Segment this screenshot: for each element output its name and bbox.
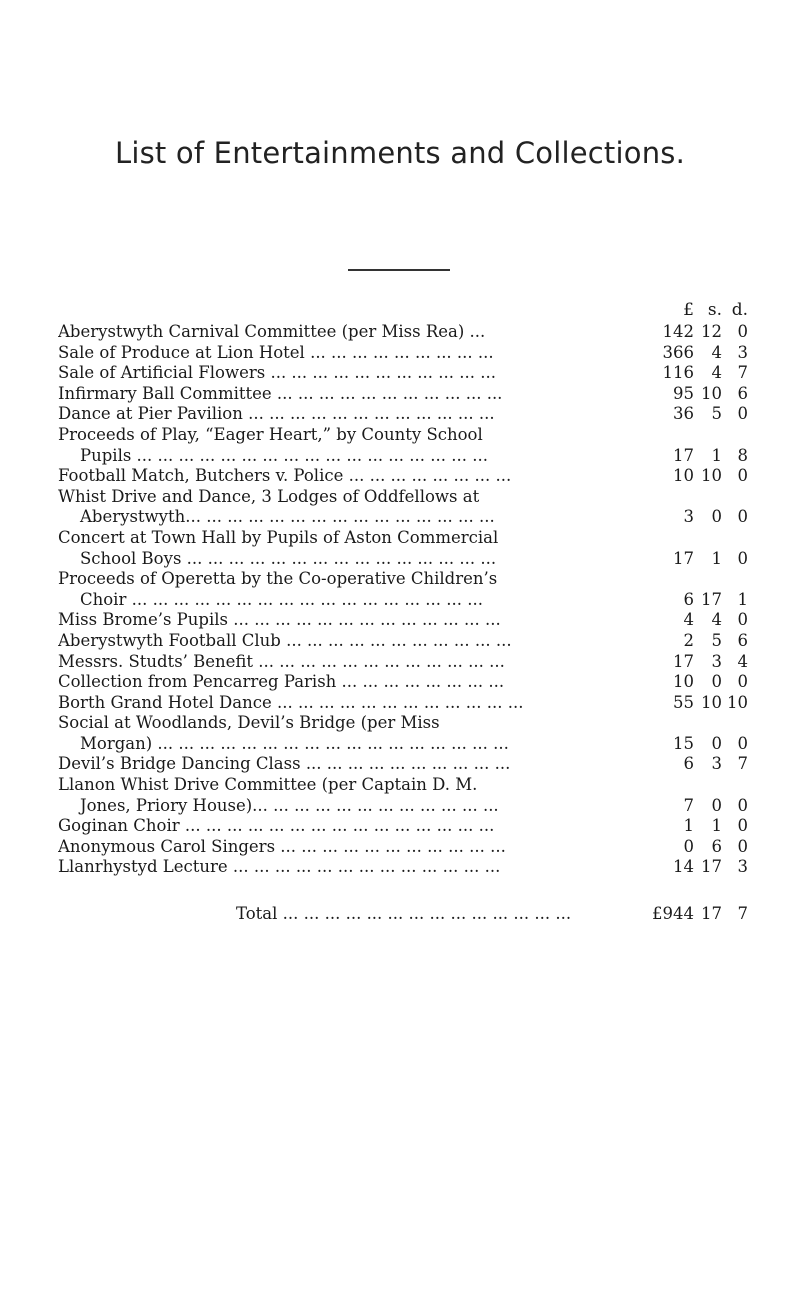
entry-description: Football Match, Butchers v. Police ... ... ... ... ... ... ... ... [58, 466, 512, 486]
entry-description: Llanon Whist Drive Committee (per Captain D. M. [58, 775, 478, 795]
entry-shillings: 5 [711, 404, 722, 424]
entry-pounds: 95 [673, 383, 694, 403]
entry-row [58, 754, 748, 775]
entry-pounds: 4 [683, 610, 694, 630]
entry-row [58, 693, 748, 714]
entry-description: School Boys ... ... ... ... ... ... ... ... ... ... ... ... ... ... ... [80, 548, 497, 568]
entry-row-continuation [58, 487, 748, 508]
total-shillings: 17 [701, 904, 722, 924]
entry-row [58, 734, 748, 755]
entry-pounds: 10 [673, 672, 694, 692]
entry-shillings: 6 [711, 836, 722, 856]
entry-pounds: 3 [683, 507, 694, 527]
entry-pence: 3 [737, 342, 748, 362]
entry-description: Pupils ... ... ... ... ... ... ... ... ... ... ... ... ... ... ... ... ... [80, 445, 488, 465]
entry-pounds: 17 [673, 548, 694, 568]
entry-description: Proceeds of Play, “Eager Heart,” by County School [58, 424, 483, 444]
entry-row [58, 507, 748, 528]
page-title: List of Entertainments and Collections. [114, 136, 685, 170]
entry-row [58, 446, 748, 467]
entry-shillings: 1 [711, 816, 722, 836]
entry-pounds: 142 [662, 322, 694, 341]
entry-row [58, 796, 748, 817]
entry-pounds: 116 [662, 363, 694, 383]
entry-pence: 3 [737, 857, 748, 877]
entry-amount [652, 796, 748, 817]
total-row [58, 904, 748, 925]
entry-description: Dance at Pier Pavilion ... ... ... ... ... ... ... ... ... ... ... ... [58, 404, 495, 424]
entries-table [58, 300, 748, 925]
entry-pounds: 1 [683, 816, 694, 836]
entry-amount [652, 693, 748, 714]
entry-pounds: 17 [673, 445, 694, 465]
entry-pounds: 15 [673, 733, 694, 753]
entry-row [58, 466, 748, 487]
entry-row [58, 343, 748, 364]
entry-row [58, 549, 748, 570]
total-pence: 7 [737, 904, 748, 924]
entry-pounds: 7 [683, 795, 694, 815]
entry-pence: 7 [737, 754, 748, 774]
entry-amount [652, 672, 748, 693]
shillings-header: s. [707, 300, 722, 320]
entry-pence: 0 [737, 816, 748, 836]
total-amount [652, 904, 748, 925]
entry-pounds: 17 [673, 651, 694, 671]
entry-row [58, 610, 748, 631]
entry-shillings: 0 [711, 733, 722, 753]
currency-header [58, 300, 748, 322]
entry-amount [652, 507, 748, 528]
entry-pence: 0 [737, 507, 748, 527]
entry-amount [652, 734, 748, 755]
entry-amount [652, 652, 748, 673]
entry-shillings: 10 [701, 692, 722, 712]
entry-amount [652, 549, 748, 570]
entry-description: Aberystwyth... ... ... ... ... ... ... ... ... ... ... ... ... ... ... [80, 507, 495, 527]
entry-amount [652, 816, 748, 837]
entry-description: Anonymous Carol Singers ... ... ... ... ... ... ... ... ... ... ... [58, 836, 506, 856]
entry-pence: 0 [737, 548, 748, 568]
entry-description: Aberystwyth Football Club ... ... ... ... ... ... ... ... ... ... ... [58, 630, 512, 650]
entry-row-continuation [58, 713, 748, 734]
entry-shillings: 10 [701, 383, 722, 403]
entry-shillings: 4 [711, 610, 722, 630]
entry-amount [652, 631, 748, 652]
entry-row [58, 631, 748, 652]
entry-description: Goginan Choir ... ... ... ... ... ... ... ... ... ... ... ... ... ... ... [58, 816, 495, 836]
entry-row-continuation [58, 528, 748, 549]
entry-pence: 4 [737, 651, 748, 671]
entry-row [58, 590, 748, 611]
entry-pounds: 6 [683, 589, 694, 609]
entry-pence: 6 [737, 383, 748, 403]
title-divider [348, 269, 450, 271]
entry-shillings: 5 [711, 630, 722, 650]
entry-amount [652, 404, 748, 425]
entry-pounds: 0 [683, 836, 694, 856]
entry-pence: 0 [737, 672, 748, 692]
entry-amount [652, 384, 748, 405]
entry-row [58, 384, 748, 405]
entry-row [58, 816, 748, 837]
entry-amount [652, 343, 748, 364]
entry-description: Collection from Pencarreg Parish ... ... ... ... ... ... ... ... [58, 672, 505, 692]
entry-pence: 0 [737, 404, 748, 424]
entry-shillings: 1 [711, 445, 722, 465]
entry-description: Borth Grand Hotel Dance ... ... ... ... ... ... ... ... ... ... ... ... [58, 692, 524, 712]
entry-pence: 0 [737, 795, 748, 815]
entry-pounds: 55 [673, 692, 694, 712]
entry-pounds: 14 [673, 857, 694, 877]
entry-shillings: 10 [701, 466, 722, 486]
entry-pence: 10 [727, 692, 748, 712]
entry-shillings: 3 [711, 651, 722, 671]
entry-pence: 7 [737, 363, 748, 383]
entry-amount [652, 363, 748, 384]
total-label: Total ... ... ... ... ... ... ... ... ... ... ... ... ... ... [236, 904, 572, 924]
entry-pence: 8 [737, 445, 748, 465]
pence-header: d. [731, 300, 748, 320]
entry-row [58, 672, 748, 693]
entry-description: Devil’s Bridge Dancing Class ... ... ... ... ... ... ... ... ... ... [58, 754, 511, 774]
entry-amount [652, 322, 748, 343]
entry-pence: 1 [737, 589, 748, 609]
entry-pounds: 36 [673, 404, 694, 424]
entry-pence: 6 [737, 630, 748, 650]
entry-description: Proceeds of Operetta by the Co-operative Children’s [58, 569, 498, 589]
entry-shillings: 17 [701, 857, 722, 877]
entry-amount [652, 610, 748, 631]
entry-pounds: 6 [683, 754, 694, 774]
entry-description: Miss Brome’s Pupils ... ... ... ... ... ... ... ... ... ... ... ... ... [58, 610, 501, 630]
entry-description: Messrs. Studts’ Benefit ... ... ... ... ... ... ... ... ... ... ... ... [58, 651, 505, 671]
entry-row [58, 363, 748, 384]
entry-amount [652, 590, 748, 611]
entry-amount [652, 857, 748, 878]
entry-description: Sale of Artificial Flowers ... ... ... ... ... ... ... ... ... ... ... [58, 363, 496, 383]
entry-shillings: 0 [711, 795, 722, 815]
entry-shillings: 4 [711, 342, 722, 362]
entry-row [58, 652, 748, 673]
entry-pence: 0 [737, 733, 748, 753]
entry-row [58, 404, 748, 425]
pounds-header: £ [683, 300, 694, 320]
entry-row [58, 322, 748, 343]
entry-amount [652, 837, 748, 858]
entry-row [58, 857, 748, 878]
entry-amount [652, 754, 748, 775]
entry-row [58, 837, 748, 858]
entry-amount [652, 446, 748, 467]
entry-pounds: 10 [673, 466, 694, 486]
entry-description: Sale of Produce at Lion Hotel ... ... ... ... ... ... ... ... ... [58, 342, 494, 362]
entry-pounds: 2 [683, 630, 694, 650]
entry-shillings: 17 [701, 589, 722, 609]
entry-description: Choir ... ... ... ... ... ... ... ... ... ... ... ... ... ... ... ... ... [80, 589, 484, 609]
entry-shillings: 1 [711, 548, 722, 568]
entry-shillings: 0 [711, 507, 722, 527]
entry-pence: 0 [737, 322, 748, 341]
entry-shillings: 3 [711, 754, 722, 774]
entry-description: Jones, Priory House)... ... ... ... ... ... ... ... ... ... ... ... [80, 795, 499, 815]
entry-row-continuation [58, 569, 748, 590]
entry-shillings: 12 [701, 322, 722, 341]
entry-description: Morgan) ... ... ... ... ... ... ... ... ... ... ... ... ... ... ... ... ... [80, 733, 509, 753]
entry-description: Aberystwyth Carnival Committee (per Miss Rea) ... [58, 322, 486, 341]
entries-list [58, 322, 748, 878]
entry-pence: 0 [737, 610, 748, 630]
entry-row-continuation [58, 425, 748, 446]
entry-pounds: 366 [662, 342, 694, 362]
entry-description: Social at Woodlands, Devil’s Bridge (per Miss [58, 713, 440, 733]
total-pounds: £944 [652, 904, 694, 924]
entry-pence: 0 [737, 466, 748, 486]
entry-pence: 0 [737, 836, 748, 856]
entry-description: Infirmary Ball Committee ... ... ... ... ... ... ... ... ... ... ... [58, 383, 503, 403]
entry-shillings: 0 [711, 672, 722, 692]
entry-amount [652, 466, 748, 487]
entry-description: Llanrhystyd Lecture ... ... ... ... ... ... ... ... ... ... ... ... ... [58, 857, 501, 877]
entry-row-continuation [58, 775, 748, 796]
entry-description: Concert at Town Hall by Pupils of Aston Commercial [58, 527, 499, 547]
entry-shillings: 4 [711, 363, 722, 383]
entry-description: Whist Drive and Dance, 3 Lodges of Oddfellows at [58, 486, 480, 506]
